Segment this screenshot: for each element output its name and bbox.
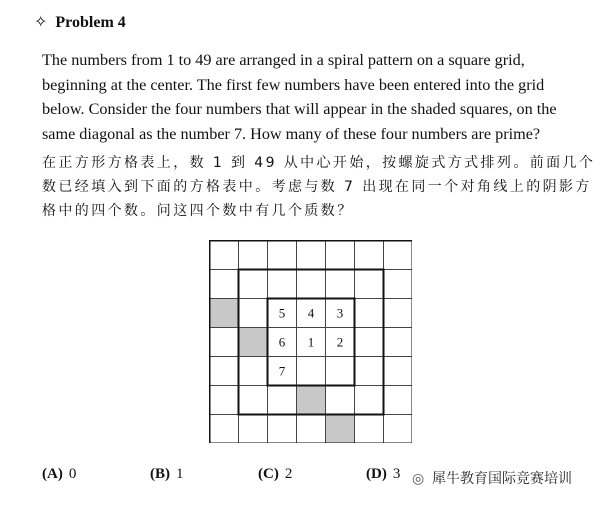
shaded-cell [297, 386, 326, 415]
wechat-icon: ◎ [412, 471, 425, 487]
choice-a: (A) 0 [42, 466, 77, 482]
problem-title: Problem 4 [55, 14, 126, 31]
watermark-text: 犀牛教育国际竞赛培训 [432, 471, 572, 487]
spiral-grid [209, 240, 412, 443]
grid-number: 2 [336, 334, 344, 350]
shaded-cell [326, 415, 355, 444]
shaded-cell [210, 299, 239, 328]
choice-d: (D) 3 [366, 466, 401, 482]
problem-text-chinese: 在正方形方格表上，数 1 到 49 从中心开始，按螺旋式方式排列。前面几个数已经填入到下面的方格表中。考虑与数 7 出现在同一个对角线上的阴影方格中的四个数。问这四个数中有几个质数？ [42, 155, 596, 219]
choice-c: (C) 2 [258, 466, 293, 482]
problem-heading [34, 12, 126, 32]
watermark [412, 468, 572, 488]
grid-number: 7 [278, 363, 286, 379]
choice-b: (B) 1 [150, 466, 184, 482]
shaded-cell [239, 328, 268, 357]
grid-number: 3 [336, 305, 344, 321]
problem-text-english: The numbers from 1 to 49 are arranged in a spiral pattern on a square grid, beginning at the center. The first few numbers have been entered into the grid below. Consider the four numbers that will appear in the shaded squares, on the same diagonal as the number 7. How many of these four numbers are prime? [42, 51, 557, 143]
spiral-grid-figure [209, 240, 412, 443]
grid-number: 6 [278, 334, 286, 350]
diamond-icon: ✧ [34, 14, 48, 31]
grid-number: 1 [307, 334, 315, 350]
grid-number: 4 [307, 305, 315, 321]
grid-number: 5 [278, 305, 286, 321]
